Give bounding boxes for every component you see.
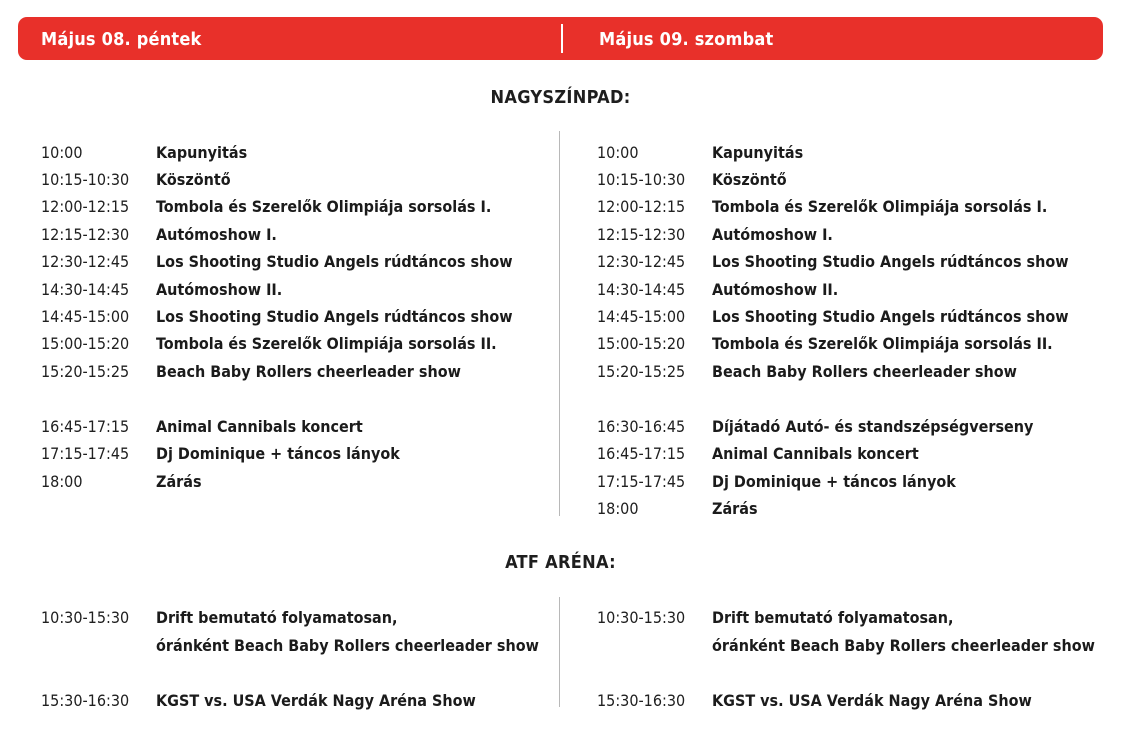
row-time: 10:00 bbox=[597, 143, 639, 162]
row-event: Los Shooting Studio Angels rúdtáncos show bbox=[712, 252, 1069, 271]
row-event: Drift bemutató folyamatosan, bbox=[156, 608, 398, 627]
row-event: KGST vs. USA Verdák Nagy Aréna Show bbox=[156, 691, 476, 710]
row-time: 12:15-12:30 bbox=[597, 225, 686, 244]
row-event: Dj Dominique + táncos lányok bbox=[712, 472, 956, 491]
row-time: 17:15-17:45 bbox=[41, 444, 130, 463]
row-time: 16:45-17:15 bbox=[597, 444, 686, 463]
row-event: Tombola és Szerelők Olimpiája sorsolás II. bbox=[156, 334, 497, 353]
arena-title: ATF ARÉNA: bbox=[505, 552, 616, 573]
row-event: Animal Cannibals koncert bbox=[156, 417, 363, 436]
row-event: Tombola és Szerelők Olimpiája sorsolás I. bbox=[156, 197, 492, 216]
row-time: 10:00 bbox=[41, 143, 83, 162]
main-stage-column-divider bbox=[559, 131, 560, 516]
row-event: Los Shooting Studio Angels rúdtáncos show bbox=[156, 307, 513, 326]
row-event: Animal Cannibals koncert bbox=[712, 444, 919, 463]
row-time: 17:15-17:45 bbox=[597, 472, 686, 491]
row-event: Dj Dominique + táncos lányok bbox=[156, 444, 400, 463]
row-event: Kapunyitás bbox=[712, 143, 804, 162]
row-event: Autómoshow I. bbox=[712, 225, 833, 244]
row-time: 12:00-12:15 bbox=[597, 197, 686, 216]
row-event: Los Shooting Studio Angels rúdtáncos show bbox=[712, 307, 1069, 326]
row-event: Autómoshow II. bbox=[156, 280, 283, 299]
row-time: 15:00-15:20 bbox=[41, 334, 130, 353]
row-event: Zárás bbox=[156, 472, 202, 491]
row-event: Díjátadó Autó- és standszépségverseny bbox=[712, 417, 1034, 436]
row-time: 15:20-15:25 bbox=[41, 362, 130, 381]
row-time: 10:30-15:30 bbox=[597, 608, 686, 627]
row-event: Los Shooting Studio Angels rúdtáncos show bbox=[156, 252, 513, 271]
row-event: Tombola és Szerelők Olimpiája sorsolás II. bbox=[712, 334, 1053, 353]
row-time: 15:20-15:25 bbox=[597, 362, 686, 381]
row-time: 12:15-12:30 bbox=[41, 225, 130, 244]
row-event: óránként Beach Baby Rollers cheerleader show bbox=[712, 636, 1095, 655]
row-time: 15:30-16:30 bbox=[41, 691, 130, 710]
row-time: 18:00 bbox=[597, 499, 639, 518]
row-event: Köszöntő bbox=[712, 170, 787, 189]
main-stage-title: NAGYSZÍNPAD: bbox=[490, 87, 631, 108]
row-event: Tombola és Szerelők Olimpiája sorsolás I. bbox=[712, 197, 1048, 216]
row-time: 12:30-12:45 bbox=[41, 252, 130, 271]
row-event: Autómoshow I. bbox=[156, 225, 277, 244]
row-time: 16:30-16:45 bbox=[597, 417, 686, 436]
row-time: 12:30-12:45 bbox=[597, 252, 686, 271]
day-header-bar bbox=[18, 17, 1103, 60]
row-event: Kapunyitás bbox=[156, 143, 248, 162]
saturday-header-label: Május 09. szombat bbox=[599, 29, 774, 50]
row-time: 10:30-15:30 bbox=[41, 608, 130, 627]
row-time: 15:30-16:30 bbox=[597, 691, 686, 710]
row-time: 10:15-10:30 bbox=[597, 170, 686, 189]
row-event: Beach Baby Rollers cheerleader show bbox=[156, 362, 461, 381]
arena-column-divider bbox=[559, 597, 560, 707]
friday-header-label: Május 08. péntek bbox=[41, 29, 202, 50]
row-event: Autómoshow II. bbox=[712, 280, 839, 299]
row-event: KGST vs. USA Verdák Nagy Aréna Show bbox=[712, 691, 1032, 710]
row-event: óránként Beach Baby Rollers cheerleader show bbox=[156, 636, 539, 655]
row-time: 14:30-14:45 bbox=[597, 280, 686, 299]
row-event: Zárás bbox=[712, 499, 758, 518]
row-time: 12:00-12:15 bbox=[41, 197, 130, 216]
row-event: Drift bemutató folyamatosan, bbox=[712, 608, 954, 627]
row-event: Köszöntő bbox=[156, 170, 231, 189]
row-time: 15:00-15:20 bbox=[597, 334, 686, 353]
header-divider bbox=[561, 24, 563, 53]
row-time: 14:45-15:00 bbox=[41, 307, 130, 326]
row-event: Beach Baby Rollers cheerleader show bbox=[712, 362, 1017, 381]
row-time: 18:00 bbox=[41, 472, 83, 491]
row-time: 14:45-15:00 bbox=[597, 307, 686, 326]
row-time: 14:30-14:45 bbox=[41, 280, 130, 299]
row-time: 16:45-17:15 bbox=[41, 417, 130, 436]
row-time: 10:15-10:30 bbox=[41, 170, 130, 189]
